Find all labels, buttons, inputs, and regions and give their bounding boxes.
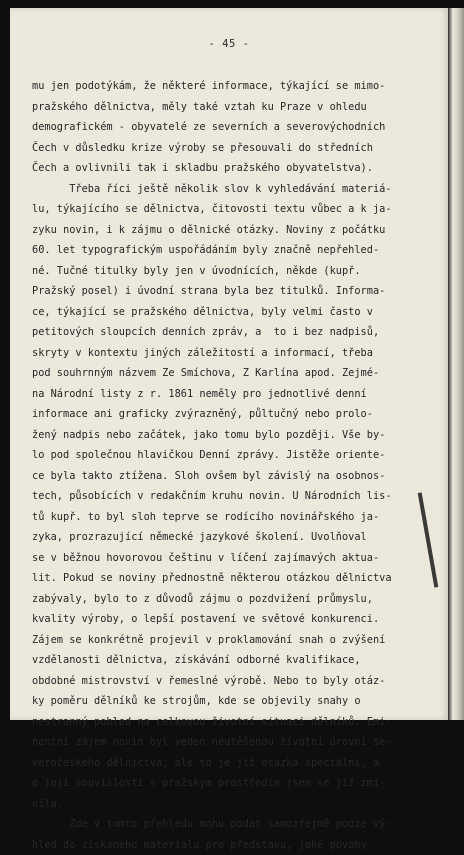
page-edge	[448, 8, 464, 720]
text-line: Třeba říci ještě několik slov k vyhledávání materiá-	[32, 179, 444, 200]
text-line: ce, týkající se pražského dělnictva, byly velmi často v	[32, 302, 444, 323]
text-line: mu jen podotýkám, že některé informace, týkající se mimo-	[32, 76, 444, 97]
text-line: petitových sloupcích denních zpráv, a to i bez nadpisů,	[32, 322, 444, 343]
text-line: Pražský posel) i úvodní strana byla bez titulků. Informa-	[32, 281, 444, 302]
text-line: Zájem se konkrétně projevil v proklamování snah o zvýšení	[32, 630, 444, 651]
text-line: o její souvislosti s pražským prostředím jsem se již zmí-	[32, 773, 444, 794]
text-line: vzdělanosti dělnictva, získávání odborné kvalifikace,	[32, 650, 444, 671]
text-line: zyku novin, i k zájmu o dělnické otázky. Noviny z počátku	[32, 220, 444, 241]
text-line: Čech a ovlivnili tak i skladbu pražského obyvatelstva).	[32, 158, 444, 179]
text-line: se v běžnou hovorovou češtinu v líčení zajímavých aktua-	[32, 548, 444, 569]
body-text	[32, 76, 444, 855]
text-line: Zde v tomto přehledu mohu podat samozřejmě pouze vý-	[32, 814, 444, 835]
text-line: tech, působících v redakčním kruhu novin. U Národních lis-	[32, 486, 444, 507]
text-line: 60. let typografickým uspořádáním byly značně nepřehled-	[32, 240, 444, 261]
text-line: demografickém - obyvatelé ze severních a severovýchodních	[32, 117, 444, 138]
text-line: lo pod společnou hlavičkou Denní zprávy. Jistěže oriente-	[32, 445, 444, 466]
text-line: pod souhrnným názvem Ze Smíchova, Z Karlína apod. Zejmé-	[32, 363, 444, 384]
page-number: - 45 -	[10, 38, 448, 50]
text-line: né. Tučné titulky byly jen v úvodnících, někde (kupř.	[32, 261, 444, 282]
text-line: nentní zájem novin byl veden neutěšenou životní úrovní se-	[32, 732, 444, 753]
text-line: pražského dělnictva, měly také vztah ku Praze v ohledu	[32, 97, 444, 118]
text-line: kvality výroby, o lepší postavení ve světové konkurenci.	[32, 609, 444, 630]
text-line: lit. Pokud se noviny přednostně některou otázkou dělnictva	[32, 568, 444, 589]
text-line: žený nadpis nebo začátek, jako tomu bylo později. Vše by-	[32, 425, 444, 446]
text-line: lu, týkajícího se dělnictva, čitovosti textu vůbec a k ja-	[32, 199, 444, 220]
text-line: zyka, prozrazující německé jazykové školení. Uvolňoval	[32, 527, 444, 548]
text-line: informace ani graficky zvýrazněný, půltučný nebo prolo-	[32, 404, 444, 425]
text-line: obdobné mistrovství v řemeslné výrobě. Nebo to byly otáz-	[32, 671, 444, 692]
text-line: hled do získaného materiálu pro představu, jaké povahy	[32, 835, 444, 855]
text-line: ky poměru dělníků ke strojům, kde se objevily snahy o	[32, 691, 444, 712]
text-line: nestranný pohled na celkovou životní situaci dělníků. Emi-	[32, 712, 444, 733]
text-line: skryty v kontextu jiných záležitostí a informací, třeba	[32, 343, 444, 364]
text-line: ce byla takto ztížena. Sloh ovšem byl závislý na osobnos-	[32, 466, 444, 487]
text-line: zabývaly, bylo to z důvodů zájmu o pozdvižení průmyslu,	[32, 589, 444, 610]
document-page	[10, 8, 448, 720]
text-line: veročeského dělnictva; ale to je již otázka speciální, a	[32, 753, 444, 774]
text-line: nila.	[32, 794, 444, 815]
text-line: tů kupř. to byl sloh teprve se rodícího novinářského ja-	[32, 507, 444, 528]
text-line: Čech v důsledku krize výroby se přesouvali do středních	[32, 138, 444, 159]
text-line: na Národní listy z r. 1861 neměly pro jednotlivé denní	[32, 384, 444, 405]
